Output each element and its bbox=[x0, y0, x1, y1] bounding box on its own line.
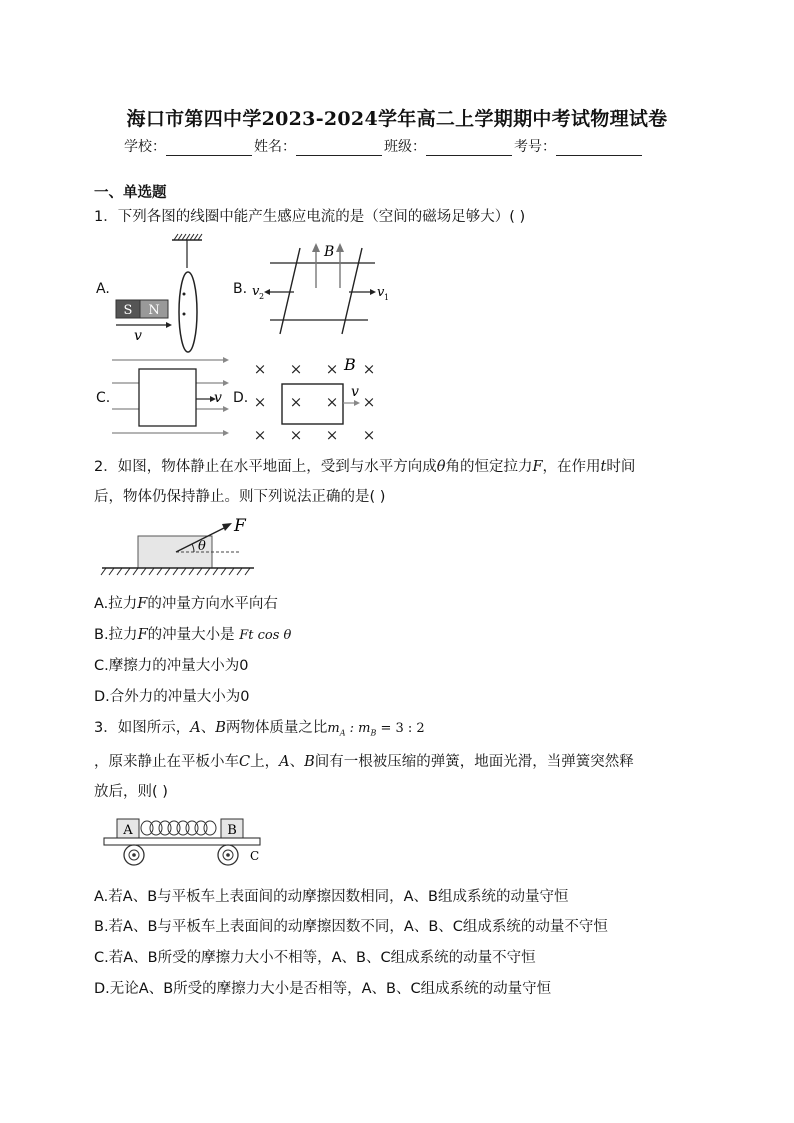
student-info-line bbox=[124, 136, 684, 156]
object-a-symbol: A bbox=[279, 754, 290, 770]
q2-stem-line-1 bbox=[94, 455, 635, 476]
separator: 、 bbox=[289, 754, 305, 770]
q1-figure-a bbox=[110, 236, 220, 346]
x-mark: × bbox=[253, 393, 267, 411]
theta-symbol: θ bbox=[436, 459, 446, 475]
q2-option-c[interactable]: C.摩擦力的冲量大小为0 bbox=[94, 658, 249, 674]
x-mark: × bbox=[325, 360, 339, 378]
page-title: 海口市第四中学2023-2024学年高二上学期期中考试物理试卷 bbox=[126, 108, 668, 130]
fig-q2-f-text: F bbox=[234, 516, 246, 536]
q1-option-c-label: C. bbox=[96, 390, 111, 406]
q3-stem-line-2 bbox=[94, 750, 634, 771]
q2-option-text: 的冲量大小是 bbox=[147, 627, 240, 643]
fig-b-v1-text: v bbox=[377, 285, 385, 300]
mass-ratio bbox=[327, 721, 424, 736]
x-mark: × bbox=[253, 426, 267, 444]
q3-option-d[interactable]: D.无论A、B所受的摩擦力大小是否相等，A、B、C组成系统的动量守恒 bbox=[94, 981, 552, 997]
force-symbol: F bbox=[532, 459, 543, 475]
q2-option-b[interactable] bbox=[94, 623, 291, 644]
x-mark: × bbox=[325, 426, 339, 444]
ratio-value: = 3 : 2 bbox=[376, 721, 425, 736]
q2-option-d[interactable]: D.合外力的冲量大小为0 bbox=[94, 689, 250, 705]
x-mark: × bbox=[362, 426, 376, 444]
q2-stem-line-2: 后，物体仍保持静止。则下列说法正确的是( ) bbox=[94, 489, 386, 505]
section-title: 一、单选题 bbox=[94, 185, 167, 201]
fig-q2-theta-text: θ bbox=[198, 539, 206, 554]
q2-option-text: B.拉力 bbox=[94, 627, 138, 643]
q3-option-c[interactable]: C.若A、B所受的摩擦力大小不相等，A、B、C组成系统的动量不守恒 bbox=[94, 950, 536, 966]
fig-b-b-text: B bbox=[324, 244, 335, 260]
fig-d-b-text: B bbox=[344, 355, 356, 374]
school-blank bbox=[166, 141, 252, 156]
q3-figure bbox=[100, 815, 270, 870]
object-a-symbol: A bbox=[190, 720, 201, 736]
time-symbol: t bbox=[600, 459, 607, 475]
q2-stem-part: 角的恒定拉力 bbox=[445, 459, 533, 475]
force-symbol: F bbox=[137, 596, 148, 612]
q1-figure-b bbox=[250, 240, 400, 340]
fig-b-v1-sub: 1 bbox=[384, 293, 390, 302]
q3-stem-part: 上， bbox=[250, 754, 280, 770]
q3-stem-line-1 bbox=[94, 716, 425, 738]
x-mark: × bbox=[362, 393, 376, 411]
object-b-symbol: B bbox=[215, 720, 226, 736]
mass-subscript: B bbox=[370, 728, 377, 738]
school-label: 学校： bbox=[124, 139, 166, 155]
impulse-formula: Ft cos θ bbox=[239, 628, 292, 643]
x-mark: × bbox=[289, 360, 303, 378]
name-blank bbox=[296, 141, 382, 156]
q1-figure-d bbox=[250, 352, 390, 444]
force-symbol: F bbox=[137, 627, 148, 643]
q1-option-b-label: B. bbox=[233, 281, 248, 297]
q2-stem-part: 时间 bbox=[606, 459, 636, 475]
q3-option-a[interactable]: A.若A、B与平板车上表面间的动摩擦因数相同，A、B组成系统的动量守恒 bbox=[94, 889, 569, 905]
fig-q3-b-text: B bbox=[227, 823, 237, 838]
mass-symbol: m bbox=[327, 721, 340, 736]
q2-option-text: 的冲量方向水平向右 bbox=[147, 596, 278, 612]
x-mark: × bbox=[289, 426, 303, 444]
q2-stem-part: ，在作用 bbox=[542, 459, 601, 475]
q3-stem-line-3: 放后，则( ) bbox=[94, 784, 168, 800]
q1-option-a-label: A. bbox=[96, 281, 110, 297]
fig-d-v-text: v bbox=[351, 384, 359, 400]
exam-number-label: 考号： bbox=[514, 139, 556, 155]
cart-symbol: C bbox=[239, 754, 251, 770]
q2-option-a[interactable] bbox=[94, 592, 278, 613]
fig-a-v-text: v bbox=[134, 328, 142, 344]
class-blank bbox=[426, 141, 512, 156]
q3-stem-part: ，原来静止在平板小车 bbox=[94, 754, 239, 770]
fig-q3-c-text: C bbox=[250, 849, 260, 863]
fig-b-v2-sub: 2 bbox=[259, 292, 265, 301]
q1-option-d-label: D. bbox=[233, 390, 249, 406]
q3-option-b[interactable]: B.若A、B与平板车上表面间的动摩擦因数不同，A、B、C组成系统的动量不守恒 bbox=[94, 919, 608, 935]
x-mark: × bbox=[253, 360, 267, 378]
mass-subscript: A bbox=[339, 728, 346, 738]
x-mark: × bbox=[362, 360, 376, 378]
q3-stem-part: 3．如图所示， bbox=[94, 720, 191, 736]
q3-stem-part: 两物体质量之比 bbox=[225, 720, 328, 736]
q3-stem-part: 间有一根被压缩的弹簧，地面光滑，当弹簧突然释 bbox=[314, 754, 634, 770]
magnet-n-text: N bbox=[148, 303, 160, 318]
q1-figure-c bbox=[110, 355, 235, 445]
q2-figure bbox=[98, 515, 258, 580]
fig-q3-a-text: A bbox=[123, 823, 133, 838]
x-mark: × bbox=[289, 393, 303, 411]
exam-number-blank bbox=[556, 141, 642, 156]
fig-c-v-text: v bbox=[214, 390, 222, 406]
x-mark: × bbox=[325, 393, 339, 411]
magnet-s-text: S bbox=[123, 303, 133, 318]
separator: 、 bbox=[200, 720, 216, 736]
class-label: 班级： bbox=[384, 139, 426, 155]
name-label: 姓名： bbox=[254, 139, 296, 155]
q2-stem-part: 2．如图，物体静止在水平地面上，受到与水平方向成 bbox=[94, 459, 437, 475]
q2-option-text: A.拉力 bbox=[94, 596, 138, 612]
q1-stem: 1．下列各图的线圈中能产生感应电流的是（空间的磁场足够大）( ) bbox=[94, 209, 526, 225]
fig-b-v2-text: v bbox=[252, 284, 260, 299]
object-b-symbol: B bbox=[304, 754, 315, 770]
mass-symbol: : m bbox=[345, 721, 371, 736]
